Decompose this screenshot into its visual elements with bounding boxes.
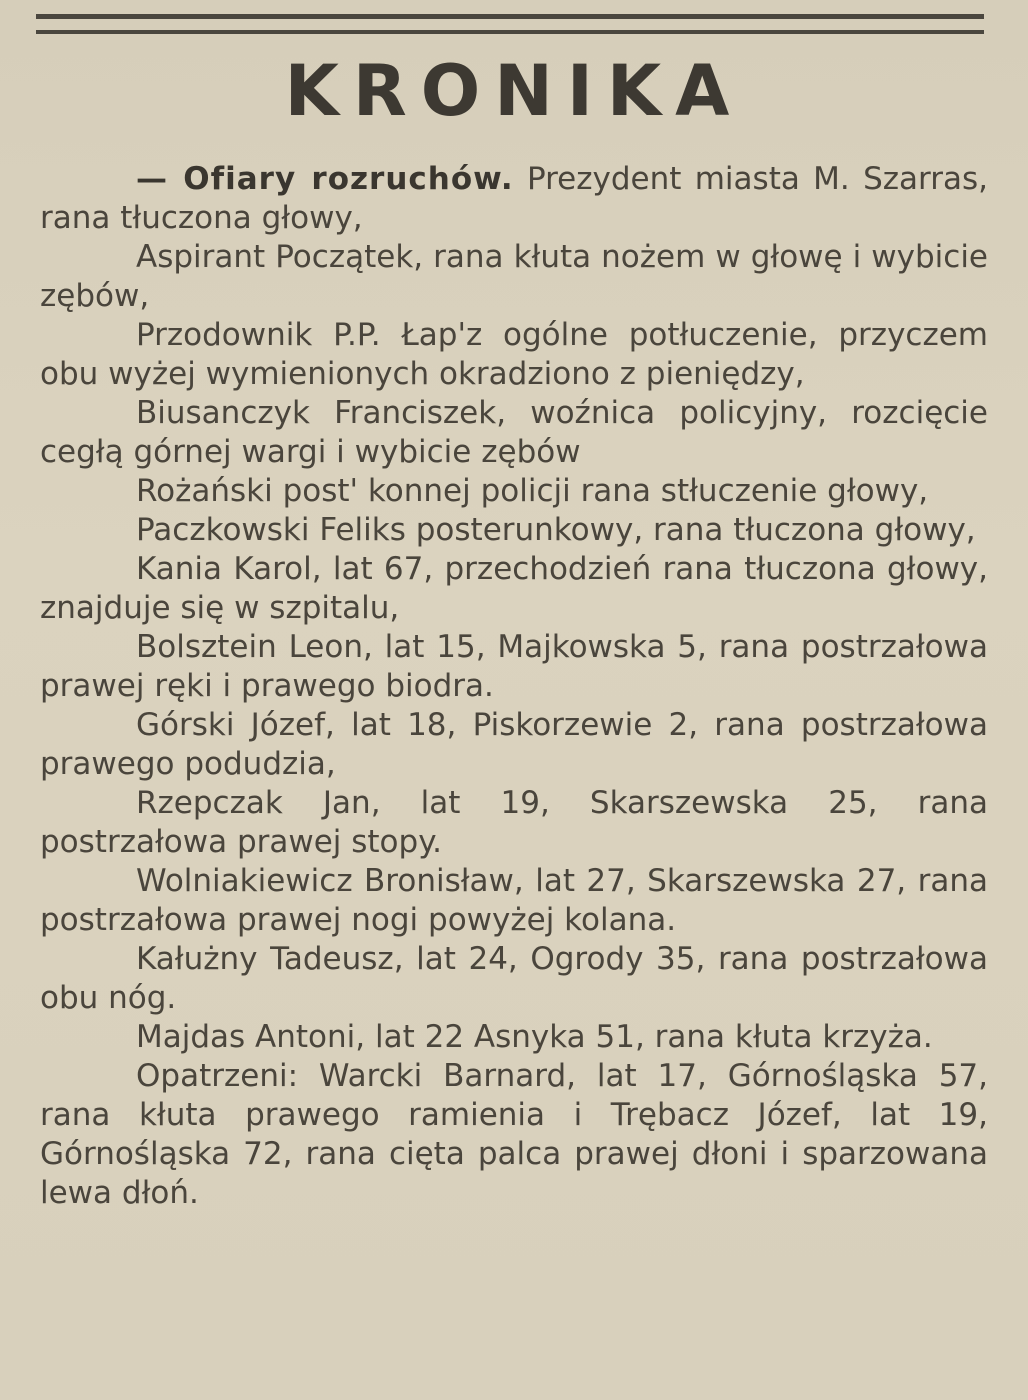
lead-paragraph bbox=[40, 160, 988, 238]
section-heading: KRONIKA bbox=[284, 50, 744, 132]
paragraph: Paczkowski Feliks posterunkowy, rana tłuczona głowy, bbox=[136, 512, 976, 548]
top-rule bbox=[36, 14, 984, 19]
paragraph: Rzepczak Jan, lat 19, Skarszewska 25, rana postrzałowa prawej stopy. bbox=[40, 785, 988, 860]
paragraph: Kania Karol, lat 67, przechodzień rana tłuczona głowy, znajduje się w szpitalu, bbox=[40, 551, 988, 626]
paragraph: Kałużny Tadeusz, lat 24, Ogrody 35, rana postrzałowa obu nóg. bbox=[40, 941, 988, 1016]
double-rule bbox=[36, 30, 984, 34]
paragraph: Opatrzeni: Warcki Barnard, lat 17, Górnośląska 57, rana kłuta prawego ramienia i Trębacz Józef, lat 19, Górnośląska 72, rana cięta palca prawej dłoni i sparzowana lewa dłoń. bbox=[40, 1058, 988, 1211]
paragraph: Majdas Antoni, lat 22 Asnyka 51, rana kłuta krzyża. bbox=[136, 1019, 933, 1055]
paragraph: Aspirant Początek, rana kłuta nożem w głowę i wybicie zębów, bbox=[40, 239, 988, 314]
article-title: Ofiary rozruchów. bbox=[183, 161, 514, 197]
paragraph: Wolniakiewicz Bronisław, lat 27, Skarszewska 27, rana postrzałowa prawej nogi powyżej kolana. bbox=[40, 863, 988, 938]
lead-text: Prezydent miasta M. Szarras, rana tłuczona głowy, bbox=[40, 161, 989, 236]
paragraph: Przodownik P.P. Łap'z ogólne potłuczenie, przyczem obu wyżej wymienionych okradziono z pieniędzy, bbox=[40, 317, 988, 392]
paragraph: Biusanczyk Franciszek, woźnica policyjny, rozcięcie cegłą górnej wargi i wybicie zębów bbox=[40, 395, 988, 470]
paragraph: Rożański post' konnej policji rana stłuczenie głowy, bbox=[136, 473, 929, 509]
lead-dash: — bbox=[136, 161, 184, 197]
paragraph: Bolsztein Leon, lat 15, Majkowska 5, rana postrzałowa prawej ręki i prawego biodra. bbox=[40, 629, 988, 704]
paragraph: Górski Józef, lat 18, Piskorzewie 2, rana postrzałowa prawego podudzia, bbox=[40, 707, 988, 782]
article-body bbox=[40, 160, 988, 1213]
